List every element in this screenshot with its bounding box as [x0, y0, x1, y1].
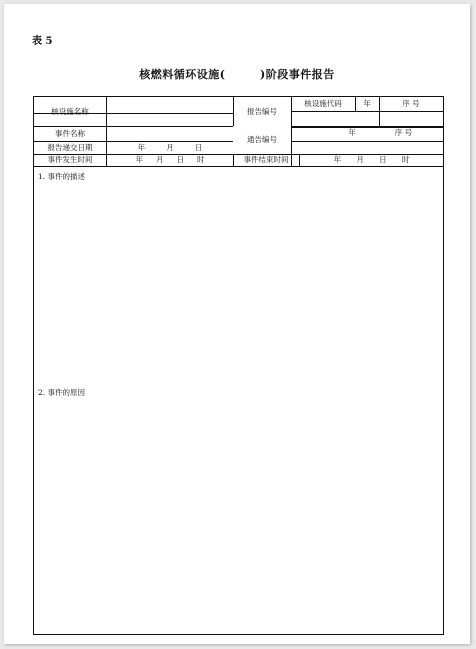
report-serial-field[interactable] [379, 112, 443, 126]
hour-unit: 时 [401, 155, 410, 165]
year-unit: 年 [137, 142, 146, 152]
submit-date-label: 报告递交日期 [47, 142, 93, 152]
day-unit: 日 [194, 142, 203, 152]
event-name-field[interactable] [107, 126, 233, 141]
event-report-form [33, 96, 444, 635]
notice-number-label: 通告编号 [233, 126, 291, 154]
event-description-heading: 1. 事件的描述 [38, 172, 86, 181]
table-number: 表 5 [32, 36, 53, 47]
notice-year-label: 年 [348, 127, 356, 137]
event-cause-area[interactable] [36, 399, 441, 629]
event-start-label: 事件发生时间 [47, 155, 93, 165]
report-serial-label: 序 号 [402, 99, 420, 109]
event-start-field[interactable] [107, 154, 233, 166]
event-cause-heading: 2. 事件的原因 [38, 388, 86, 397]
document-page [4, 4, 470, 644]
month-unit: 月 [166, 142, 174, 152]
event-description-area[interactable] [36, 183, 441, 383]
event-end-label: 事件结束时间 [243, 155, 289, 165]
facility-code-field[interactable] [291, 112, 379, 126]
day-unit: 日 [379, 155, 387, 165]
row-divider [34, 166, 443, 167]
year-unit: 年 [135, 155, 143, 165]
facility-code-label: 核设施代码 [304, 99, 342, 109]
facility-name-field[interactable] [107, 97, 233, 126]
month-unit: 月 [356, 155, 364, 165]
event-name-label: 事件名称 [55, 128, 85, 138]
submit-date-field[interactable] [107, 141, 233, 154]
month-unit: 月 [156, 155, 164, 165]
form-title: 核燃料循环设施( )阶段事件报告 [139, 68, 335, 81]
notice-serial-label: 序 号 [394, 127, 413, 137]
event-end-field[interactable] [300, 154, 443, 166]
report-year-label: 年 [363, 99, 371, 109]
day-unit: 日 [176, 155, 184, 165]
facility-name-label: 核设施名称 [51, 106, 89, 116]
year-unit: 年 [333, 155, 342, 165]
report-number-label: 报告编号 [247, 106, 277, 116]
hour-unit: 时 [197, 155, 205, 165]
